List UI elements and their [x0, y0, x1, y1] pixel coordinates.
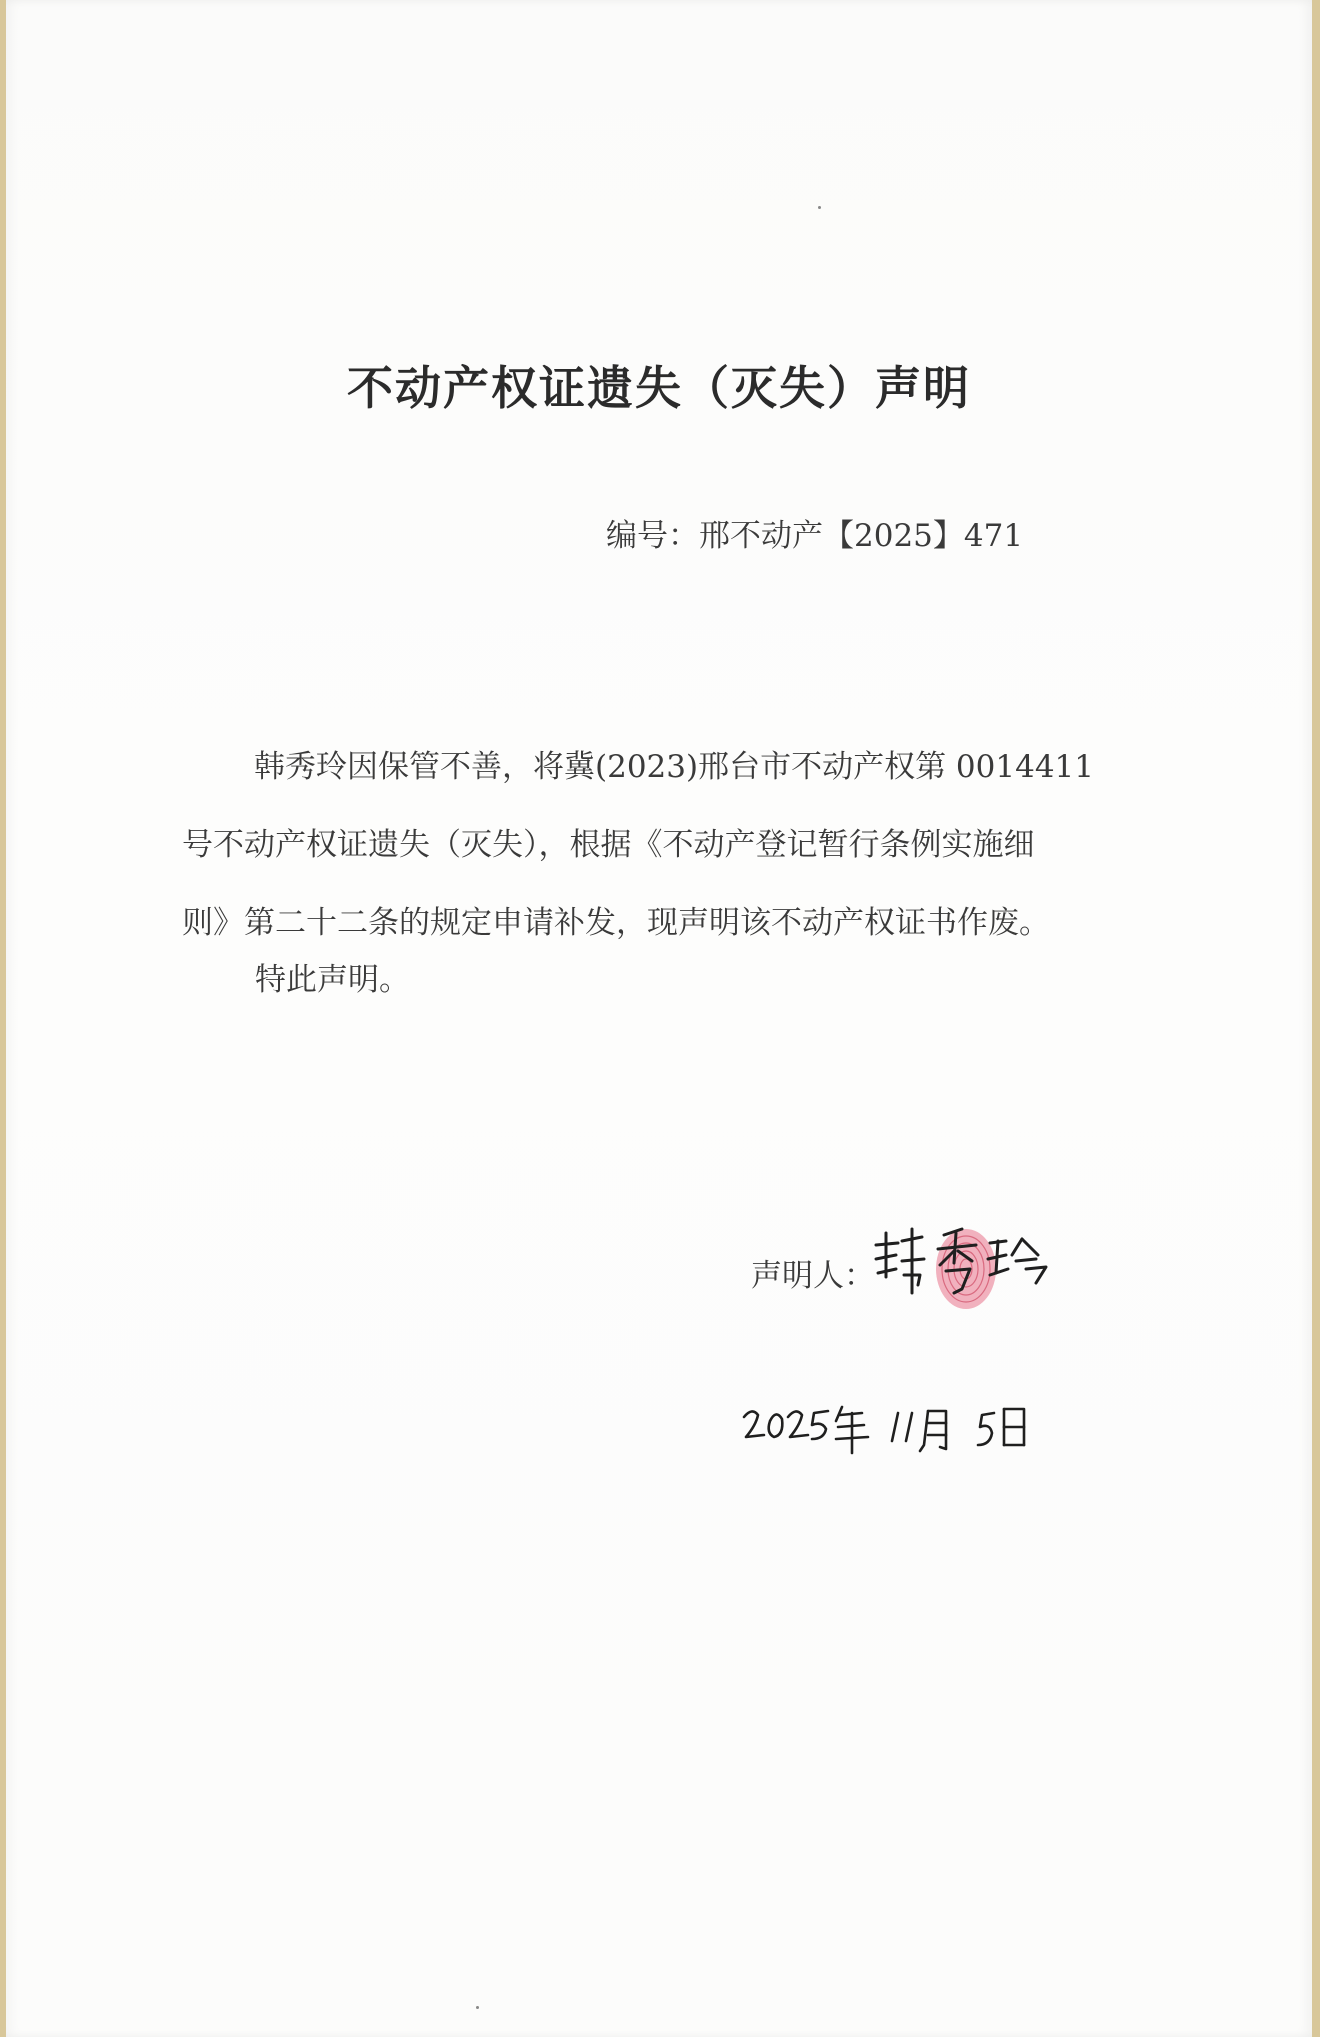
closing-statement: 特此声明。 [255, 962, 410, 998]
handwritten-date [742, 1395, 1062, 1455]
paper-speck [476, 2006, 479, 2009]
document-number-value: 邢不动产【2025】471 [699, 518, 1024, 554]
document-page [6, 0, 1312, 2037]
handwritten-signature [866, 1215, 1066, 1315]
statement-body [182, 728, 1162, 962]
paper-speck [818, 206, 821, 209]
statement-line-1: 韩秀玲因保管不善，将冀(2023)邢台市不动产权第 0014411 [254, 749, 1094, 785]
document-title: 不动产权证遗失（灭失）声明 [347, 361, 971, 415]
document-number [606, 510, 1023, 555]
statement-line-3: 则》第二十二条的规定申请补发，现声明该不动产权证书作废。 [182, 905, 1050, 941]
document-number-label: 编号： [606, 518, 699, 554]
statement-line-2: 号不动产权证遗失（灭失），根据《不动产登记暂行条例实施细 [182, 827, 1035, 863]
declarant-label: 声明人： [751, 1258, 875, 1294]
